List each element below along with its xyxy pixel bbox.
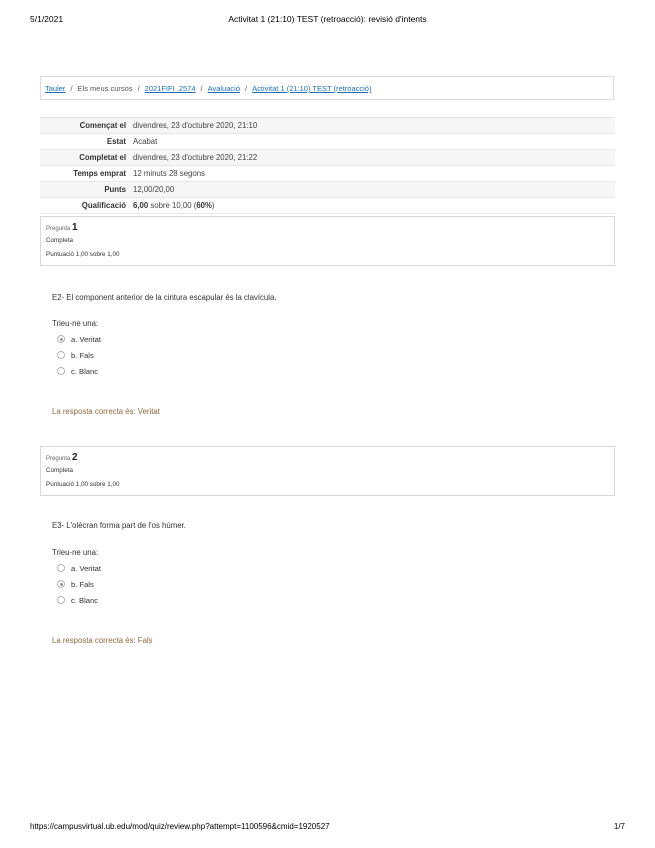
question-state: Completa	[46, 467, 73, 474]
question-2-answers	[57, 560, 101, 608]
grade-percent: 60%	[196, 201, 212, 210]
state-value: Acabat	[133, 137, 158, 146]
breadcrumb-separator: /	[70, 84, 73, 93]
state-label: Estat	[106, 137, 126, 146]
summary-row-started	[40, 118, 615, 134]
summary-row-time	[40, 166, 615, 182]
question-number	[46, 452, 609, 465]
breadcrumb-separator: /	[200, 84, 203, 93]
attempt-summary-table	[40, 117, 615, 214]
answer-option[interactable]	[57, 592, 101, 608]
print-title: Activitat 1 (21:10) TEST (retroacció): revisió d'intents	[228, 14, 427, 24]
question-prefix: Pregunta	[46, 226, 71, 232]
summary-row-grade	[40, 198, 615, 214]
question-1-answers	[57, 331, 101, 379]
grade-close: )	[211, 201, 215, 210]
answer-label: b. Fals	[71, 579, 94, 589]
summary-row-points	[40, 182, 615, 198]
breadcrumb-section-link[interactable]: Avaluació	[207, 84, 241, 93]
points-label: Punts	[104, 185, 126, 194]
completed-label: Completat el	[79, 153, 126, 162]
answer-label: a. Veritat	[71, 563, 101, 573]
answer-label: b. Fals	[71, 350, 94, 360]
breadcrumb-course-link[interactable]: 2021FIFI_2574	[144, 84, 196, 93]
started-value: divendres, 23 d'octubre 2020, 21:10	[133, 121, 258, 130]
radio-selected-icon[interactable]	[57, 335, 65, 343]
page-number: 1/7	[613, 822, 625, 831]
question-1-prompt: Trieu-ne una:	[52, 319, 99, 328]
summary-row-state	[40, 134, 615, 150]
grade-value	[133, 201, 215, 210]
print-date: 5/1/2021	[30, 14, 64, 24]
answer-option[interactable]	[57, 363, 101, 379]
breadcrumb-my-courses: Els meus cursos	[77, 84, 133, 93]
radio-selected-icon[interactable]	[57, 580, 65, 588]
question-prefix: Pregunta	[46, 456, 71, 462]
answer-option[interactable]	[57, 576, 101, 592]
print-header	[30, 14, 625, 28]
question-grade: Puntuació 1,00 sobre 1,00	[46, 251, 120, 258]
breadcrumb-dashboard-link[interactable]: Tauler	[45, 84, 66, 93]
grade-sobre: sobre 10,00 (	[150, 201, 197, 210]
breadcrumb-separator: /	[137, 84, 140, 93]
question-number-value: 1	[72, 222, 78, 233]
radio-icon[interactable]	[57, 596, 65, 604]
radio-icon[interactable]	[57, 351, 65, 359]
breadcrumb	[40, 76, 614, 100]
question-1-right-answer: La resposta correcta és: Veritat	[52, 407, 160, 416]
question-2-info	[40, 446, 615, 496]
breadcrumb-activity-link[interactable]: Activitat 1 (21:10) TEST (retroacció)	[252, 84, 372, 93]
started-label: Començat el	[79, 121, 126, 130]
question-1-info	[40, 216, 615, 266]
question-1-text: E2- El component anterior de la cintura escapular és la clavícula.	[52, 293, 277, 302]
time-value: 12 minuts 28 segons	[133, 169, 205, 178]
points-value: 12,00/20,00	[133, 185, 175, 194]
question-2-text: E3- L'olècran forma part de l'os húmer.	[52, 521, 186, 530]
grade-score: 6,00	[133, 201, 149, 210]
answer-option[interactable]	[57, 347, 101, 363]
print-url: https://campusvirtual.ub.edu/mod/quiz/review.php?attempt=1100596&cmid=1920527	[30, 822, 330, 831]
answer-label: c. Blanc	[71, 366, 99, 376]
answer-option[interactable]	[57, 331, 101, 347]
grade-label: Qualificació	[81, 201, 126, 210]
summary-row-completed	[40, 150, 615, 166]
question-number	[46, 222, 609, 235]
completed-value: divendres, 23 d'octubre 2020, 21:22	[133, 153, 258, 162]
time-label: Temps emprat	[73, 169, 126, 178]
question-state: Completa	[46, 237, 73, 244]
question-2-right-answer: La resposta correcta és: Fals	[52, 636, 153, 645]
print-footer	[30, 822, 625, 834]
answer-label: c. Blanc	[71, 595, 99, 605]
question-grade: Puntuació 1,00 sobre 1,00	[46, 481, 120, 488]
radio-icon[interactable]	[57, 367, 65, 375]
question-number-value: 2	[72, 452, 78, 463]
answer-label: a. Veritat	[71, 334, 101, 344]
radio-icon[interactable]	[57, 564, 65, 572]
answer-option[interactable]	[57, 560, 101, 576]
question-2-prompt: Trieu-ne una:	[52, 548, 99, 557]
breadcrumb-separator: /	[245, 84, 248, 93]
